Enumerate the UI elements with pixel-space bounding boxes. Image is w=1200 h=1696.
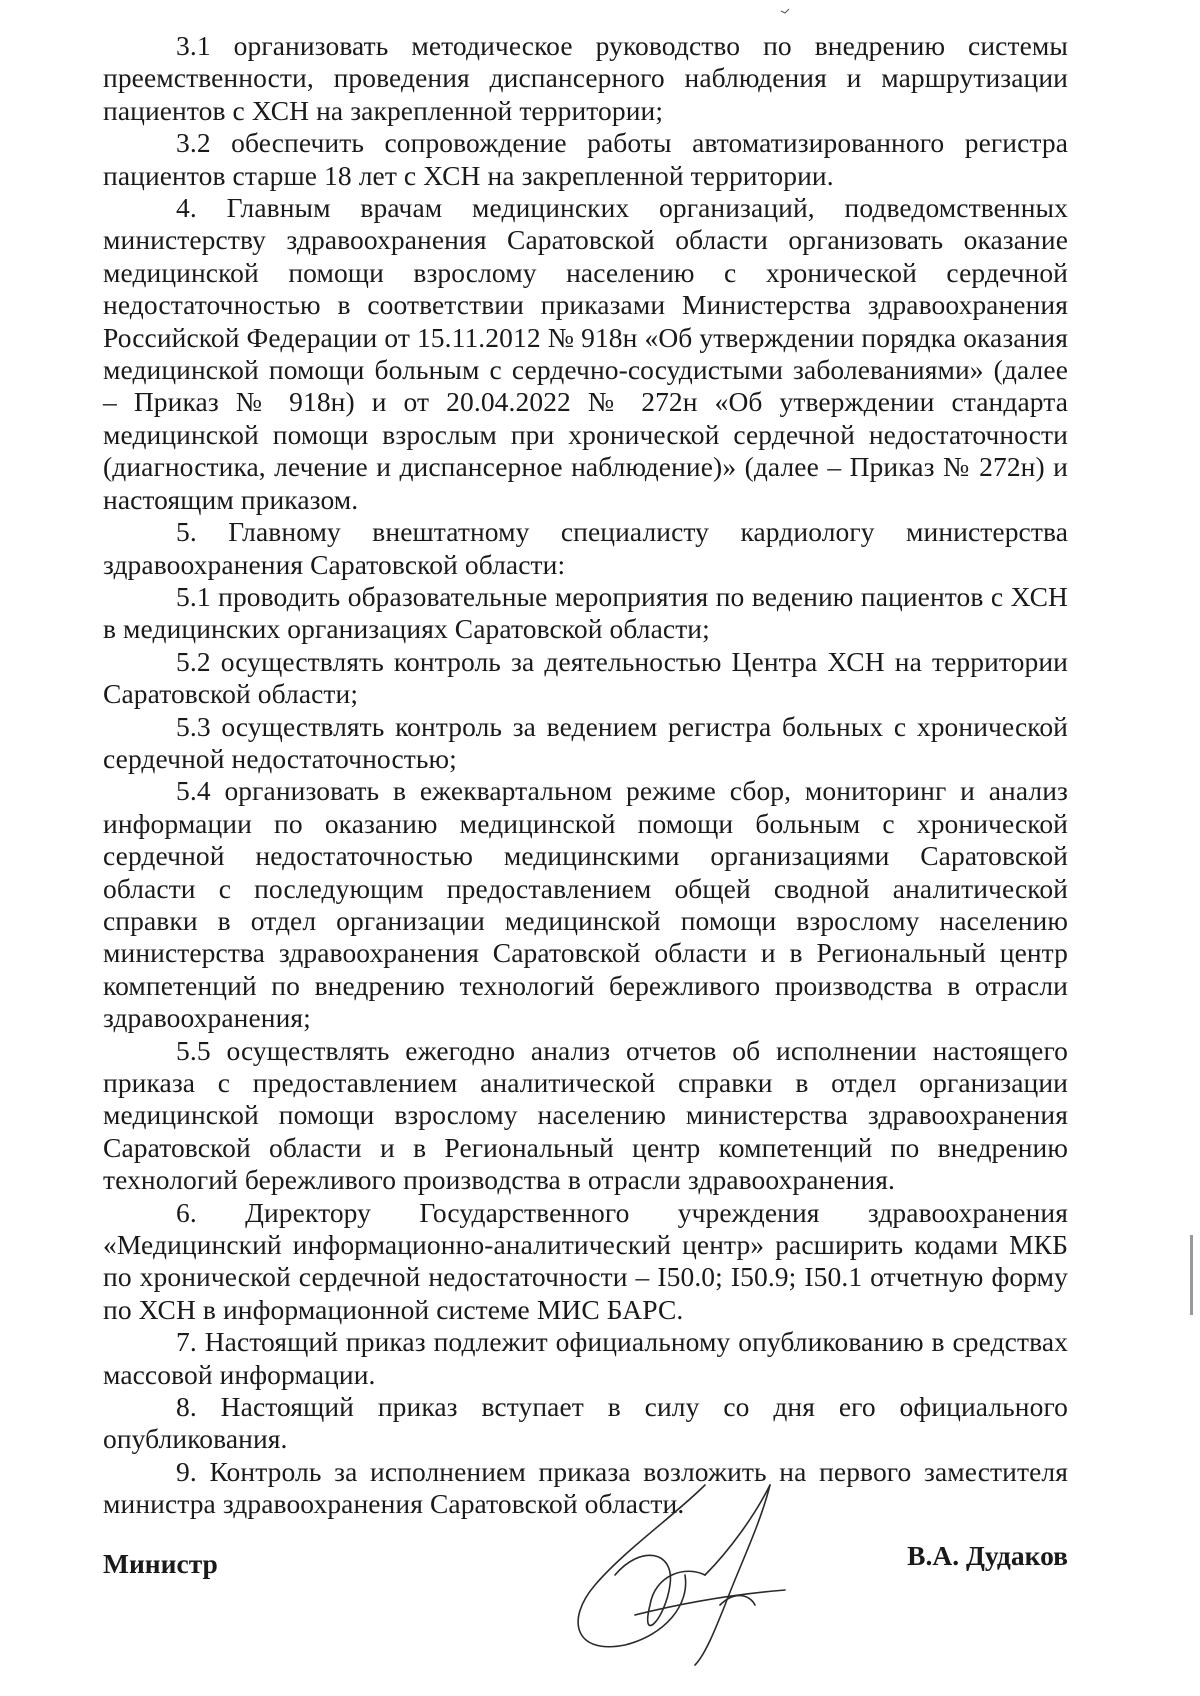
paragraph-9: 9. Контроль за исполнением приказа возложить на первого заместителя министра здравоохранения Саратовской области.	[103, 1455, 1068, 1520]
paragraph-5-1: 5.1 проводить образовательные мероприятия по ведению пациентов с ХСН в медицинских организациях Саратовской области;	[103, 580, 1068, 645]
paragraph-5: 5. Главному внештатному специалисту кардиологу министерства здравоохранения Саратовской области:	[103, 516, 1068, 580]
scan-artifact-icon	[780, 8, 790, 14]
paragraph-5-2: 5.2 осуществлять контроль за деятельностью Центра ХСН на территории Саратовской области;	[103, 645, 1068, 710]
signatory-title: Министр	[103, 1548, 218, 1579]
signature-block	[103, 1540, 1068, 1600]
paragraph-5-4: 5.4 организовать в ежеквартальном режиме сбор, мониторинг и анализ информации по оказанию медицинской помощи больным с хронической сердечной недостаточностью медицинскими организациями Саратовской области с последующим предоставлением общей сводной аналитической справки в отдел организации медицинской помощи взрослому населению министерства здравоохранения Саратовской области и в Региональный центр компетенций по внедрению технологий бережливого производства в отрасли здравоохранения;	[103, 775, 1068, 1034]
paragraph-6: 6. Директору Государственного учреждения здравоохранения «Медицинский информационно-аналитический центр» расширить кодами МКБ по хронической сердечной недостаточности – I50.0; I50.9; I50.1 отчетную форму по ХСН в информационной системе МИС БАРС.	[103, 1196, 1068, 1325]
paragraph-7: 7. Настоящий приказ подлежит официальному опубликованию в средствах массовой информации.	[103, 1326, 1068, 1390]
signatory-name: В.А. Дудаков	[907, 1540, 1068, 1571]
paragraph-4: 4. Главным врачам медицинских организаций, подведомственных министерству здравоохранения Саратовской области организовать оказание медицинской помощи взрослому населению с хронической сердечной недостаточностью в соответствии приказами Министерства здравоохранения Российской Федерации от 15.11.2012 № 918н «Об утверждении порядка оказания медицинской помощи больным с сердечно-сосудистыми заболеваниями» (далее – Приказ № 918н) и от 20.04.2022 № 272н «Об утверждении стандарта медицинской помощи взрослым при хронической сердечной недостаточности (диагностика, лечение и диспансерное наблюдение)» (далее – Приказ № 272н) и настоящим приказом.	[103, 192, 1068, 515]
margin-mark	[1190, 1235, 1193, 1315]
document-body	[103, 30, 1068, 1521]
paragraph-5-3: 5.3 осуществлять контроль за ведением регистра больных с хронической сердечной недостаточностью;	[103, 710, 1068, 774]
paragraph-3-2: 3.2 обеспечить сопровождение работы автоматизированного регистра пациентов старше 18 лет с ХСН на закрепленной территории.	[103, 127, 1068, 191]
paragraph-5-5: 5.5 осуществлять ежегодно анализ отчетов об исполнении настоящего приказа с предоставлением аналитической справки в отдел организации медицинской помощи взрослому населению министерства здравоохранения Саратовской области и в Региональный центр компетенций по внедрению технологий бережливого производства в отрасли здравоохранения.	[103, 1034, 1068, 1196]
paragraph-8: 8. Настоящий приказ вступает в силу со дня его официального опубликования.	[103, 1391, 1068, 1455]
paragraph-3-1: 3.1 организовать методическое руководство по внедрению системы преемственности, проведения диспансерного наблюдения и маршрутизации пациентов с ХСН на закрепленной территории;	[103, 30, 1068, 126]
